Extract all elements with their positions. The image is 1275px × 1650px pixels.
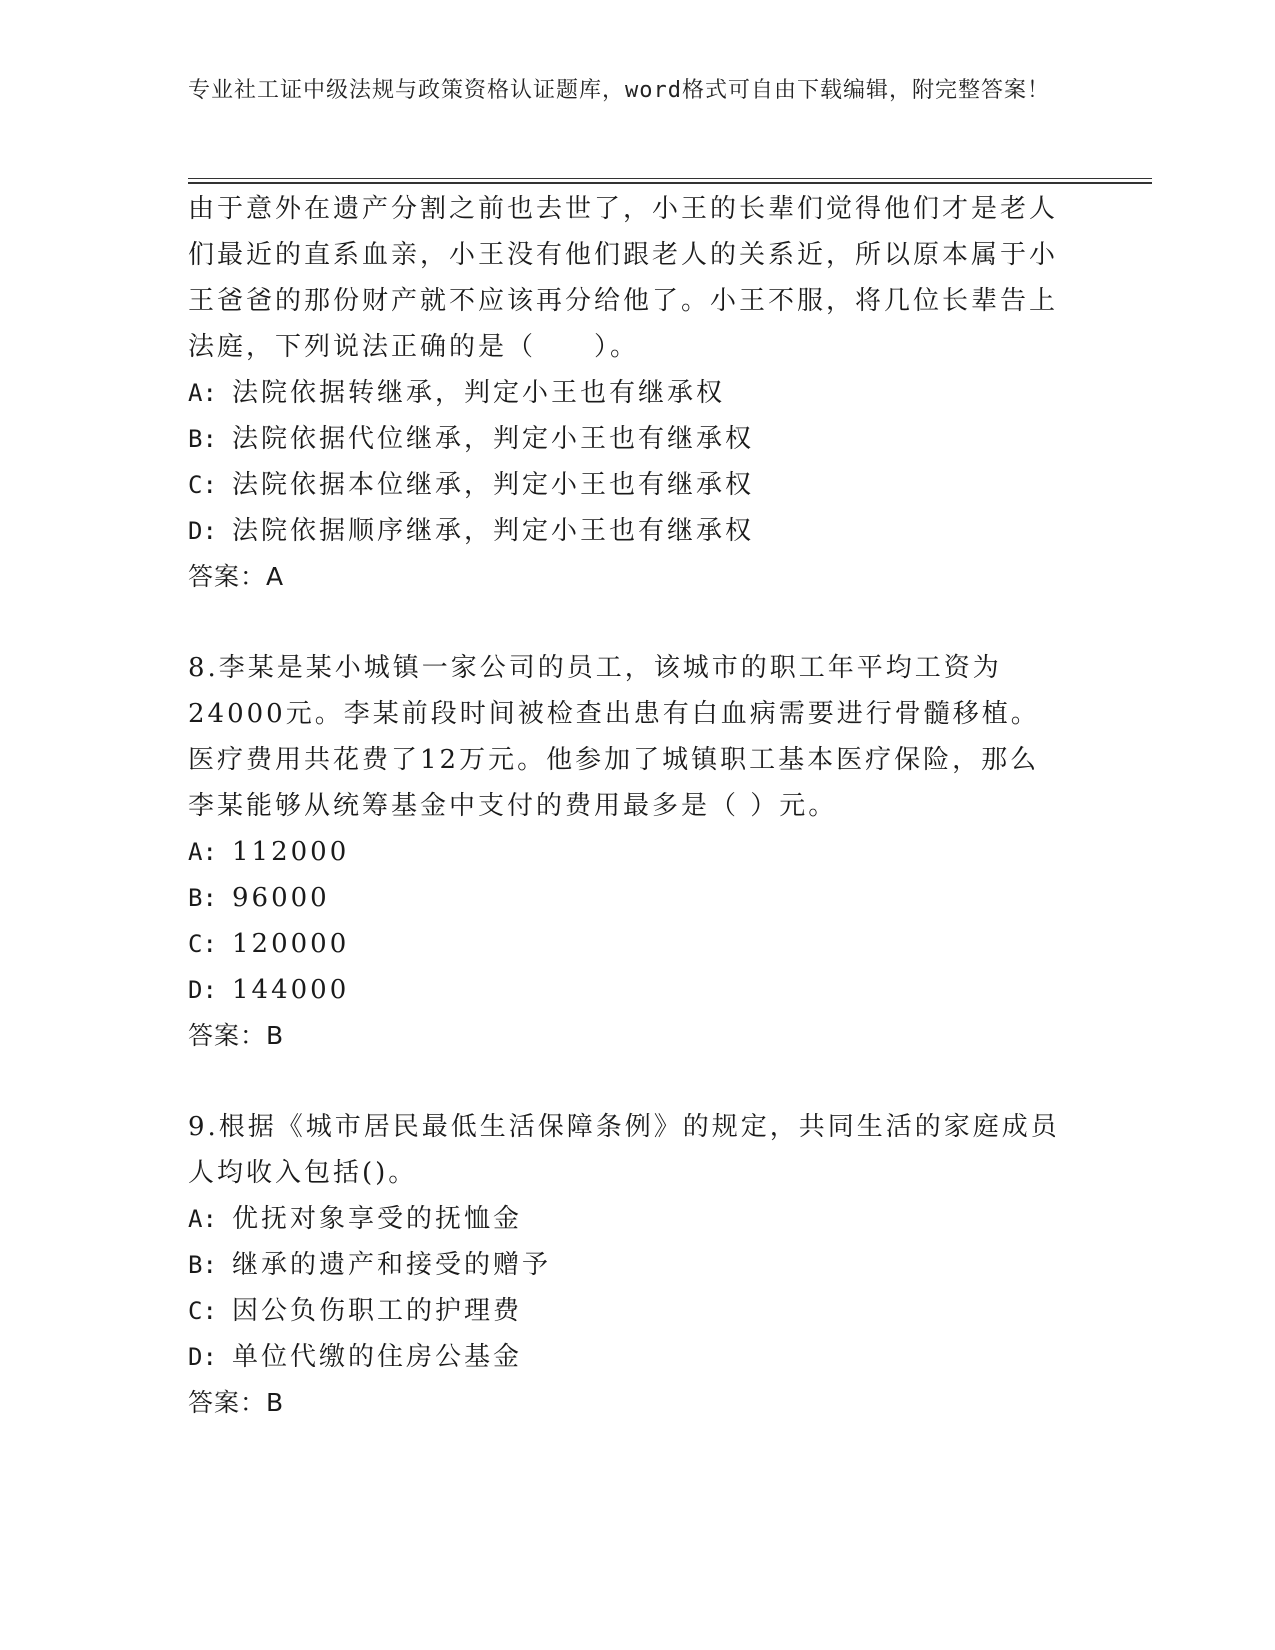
option-text: 112000 xyxy=(232,837,350,867)
option-c xyxy=(188,462,1088,508)
option-b xyxy=(188,416,1088,462)
option-key: A: xyxy=(188,1205,217,1233)
option-text: 法院依据代位继承，判定小王也有继承权 xyxy=(232,424,755,454)
question-text: 8.李某是某小城镇一家公司的员工，该城市的职工年平均工资为24000元。李某前段时间被检查出患有白血病需要进行骨髓移植。医疗费用共花费了12万元。他参加了城镇职工基本医疗保险，那么李某能够从统筹基金中支付的费用最多是（ ）元。 xyxy=(188,653,1040,821)
option-key: B: xyxy=(188,1251,217,1279)
option-key: D: xyxy=(188,976,217,1004)
option-d xyxy=(188,1334,1088,1380)
question-block xyxy=(188,1104,1088,1426)
answer-line: 答案：B xyxy=(188,1388,285,1417)
option-text: 96000 xyxy=(232,883,330,913)
option-text: 继承的遗产和接受的赠予 xyxy=(232,1250,552,1280)
option-a xyxy=(188,829,1088,875)
option-b xyxy=(188,1242,1088,1288)
question-list xyxy=(188,186,1088,1426)
option-key: C: xyxy=(188,1297,217,1325)
option-a xyxy=(188,370,1088,416)
option-text: 因公负伤职工的护理费 xyxy=(232,1296,523,1326)
option-text: 144000 xyxy=(232,975,350,1005)
header-divider-thin xyxy=(188,178,1152,179)
option-text: 单位代缴的住房公基金 xyxy=(232,1342,523,1372)
answer-line: 答案：B xyxy=(188,1021,285,1050)
option-d xyxy=(188,967,1088,1013)
spacer xyxy=(188,600,1088,645)
option-text: 法院依据顺序继承，判定小王也有继承权 xyxy=(232,516,755,546)
question-block xyxy=(188,645,1088,1059)
header-divider-thick xyxy=(188,182,1152,184)
option-key: C: xyxy=(188,471,217,499)
option-key: D: xyxy=(188,1343,217,1371)
option-d xyxy=(188,508,1088,554)
question-text: 9.根据《城市居民最低生活保障条例》的规定，共同生活的家庭成员人均收入包括()。 xyxy=(188,1112,1060,1188)
document-header: 专业社工证中级法规与政策资格认证题库，word格式可自由下载编辑，附完整答案！ xyxy=(188,78,1050,103)
option-key: A: xyxy=(188,379,217,407)
question-block xyxy=(188,186,1088,600)
spacer xyxy=(188,1059,1088,1104)
option-c xyxy=(188,1288,1088,1334)
option-key: C: xyxy=(188,930,217,958)
option-key: B: xyxy=(188,884,217,912)
option-key: B: xyxy=(188,425,217,453)
option-key: D: xyxy=(188,517,217,545)
option-c xyxy=(188,921,1088,967)
option-text: 120000 xyxy=(232,929,350,959)
option-a xyxy=(188,1196,1088,1242)
option-b xyxy=(188,875,1088,921)
option-key: A: xyxy=(188,838,217,866)
answer-line: 答案：A xyxy=(188,562,285,591)
option-text: 法院依据本位继承，判定小王也有继承权 xyxy=(232,470,755,500)
question-text: 由于意外在遗产分割之前也去世了，小王的长辈们觉得他们才是老人们最近的直系血亲，小王没有他们跟老人的关系近，所以原本属于小王爸爸的那份财产就不应该再分给他了。小王不服，将几位长辈告上法庭，下列说法正确的是（ ）。 xyxy=(188,194,1059,362)
option-text: 优抚对象享受的抚恤金 xyxy=(232,1204,523,1234)
option-text: 法院依据转继承，判定小王也有继承权 xyxy=(232,378,726,408)
